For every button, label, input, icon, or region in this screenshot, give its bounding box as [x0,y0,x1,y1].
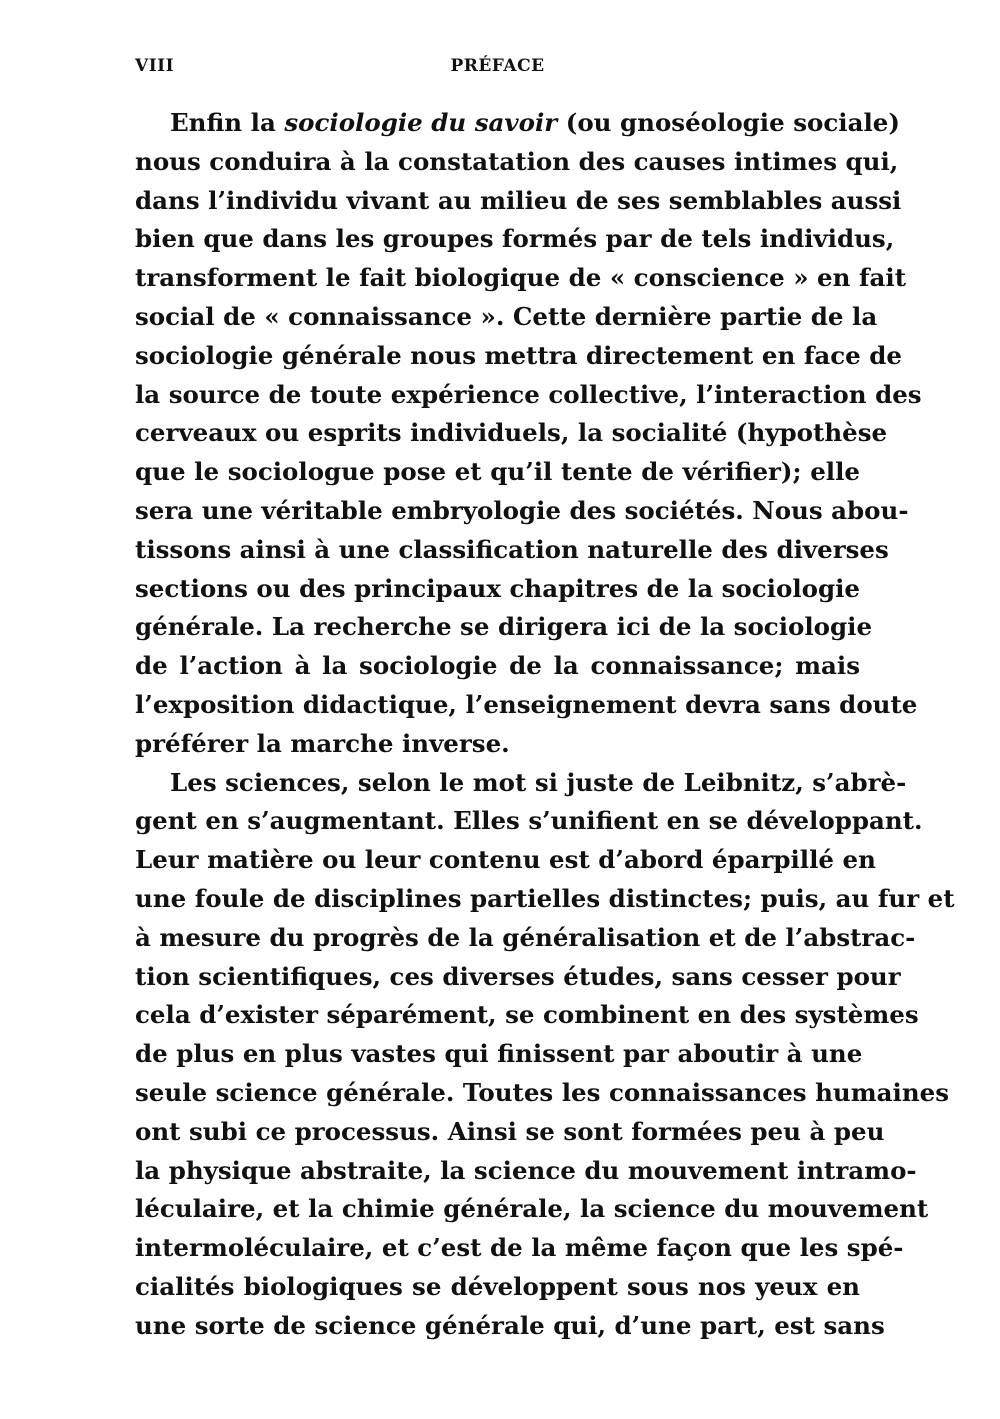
text-line: sera une véritable embryologie des sociétés. Nous abou- [135,495,909,525]
text-line: la physique abstraite, la science du mouvement intramo- [135,1155,917,1185]
body-text [135,104,955,1346]
page-number: VIII [135,56,175,76]
text-line: gent en s’augmentant. Elles s’unifient en se développant. [135,806,923,836]
text-line: à mesure du progrès de la généralisation et de l’abstrac- [135,922,916,952]
text-line: cialités biologiques se développent sous nos yeux en [135,1271,860,1301]
running-title: PRÉFACE [450,56,545,76]
text-line: Leur matière ou leur contenu est d’abord éparpillé en [135,845,876,875]
text-line: intermoléculaire, et c’est de la même façon que les spé- [135,1233,904,1263]
text-line: social de « connaissance ». Cette dernière partie de la [135,301,878,331]
text-line: bien que dans les groupes formés par de tels individus, [135,224,895,254]
text-line: préférer la marche inverse. [135,728,510,758]
text-line: générale. La recherche se dirigera ici de la sociologie [135,612,873,642]
text-line: tion scientifiques, ces diverses études, sans cesser pour [135,961,901,991]
text-line: Enfin la sociologie du savoir (ou gnoséologie sociale) [170,108,900,137]
italic-phrase: sociologie du savoir [284,108,558,137]
text-line: Les sciences, selon le mot si juste de Leibnitz, s’abrè- [170,767,907,797]
text-line: une sorte de science générale qui, d’une part, est sans [135,1310,885,1340]
text-line: dans l’individu vivant au milieu de ses semblables aussi [135,185,902,215]
running-head [135,56,860,80]
text-line: cela d’exister séparément, se combinent en des systèmes [135,1000,919,1030]
text-line: une foule de disciplines partielles distinctes; puis, au fur et [135,883,955,913]
text-line: la source de toute expérience collective, l’interaction des [135,379,922,409]
text-line: transforment le fait biologique de « conscience » en fait [135,263,907,293]
text-line: de l’action à la sociologie de la connaissance; mais [135,651,860,681]
text-line: léculaire, et la chimie générale, la science du mouvement [135,1194,929,1224]
text-line: de plus en plus vastes qui finissent par aboutir à une [135,1039,863,1069]
text-line: seule science générale. Toutes les connaissances humaines [135,1077,950,1107]
text-line: sociologie générale nous mettra directement en face de [135,340,903,370]
paragraph [135,764,955,1346]
text-line: nous conduira à la constatation des causes intimes qui, [135,146,899,176]
text-line: ont subi ce processus. Ainsi se sont formées peu à peu [135,1116,885,1146]
paragraph [135,104,922,764]
text-line: que le sociologue pose et qu’il tente de vérifier); elle [135,457,860,487]
text-line: l’exposition didactique, l’enseignement devra sans doute [135,689,918,719]
text-line: cerveaux ou esprits individuels, la socialité (hypothèse [135,418,888,448]
text-line: tissons ainsi à une classification naturelle des diverses [135,534,889,564]
text-line: sections ou des principaux chapitres de la sociologie [135,573,860,603]
